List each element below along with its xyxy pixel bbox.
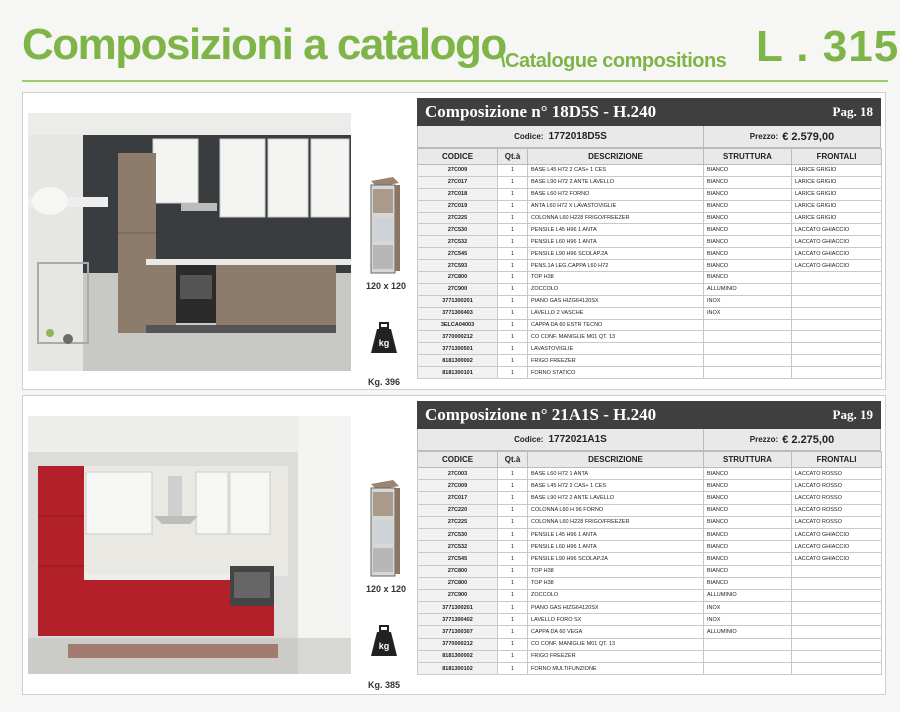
cell-code: 3771300307: [418, 626, 498, 638]
cell-desc: CO CONF. MANIGLIE M01 QT. 13: [528, 638, 704, 650]
cell-code: 27C018: [418, 188, 498, 200]
cell-qty: 1: [498, 614, 528, 626]
composition-side-info: [357, 396, 415, 694]
cell-desc: FORNO STATICO: [528, 367, 704, 379]
cell-front: LARICE GRIGIO: [792, 200, 882, 212]
cell-struct: BIANCO: [704, 165, 792, 177]
cell-code: 3ELCA04003: [418, 319, 498, 331]
kitchen-photo-18D5S: [28, 113, 351, 371]
cell-desc: PENS.1A LEG.CAPPA L60 H72: [528, 260, 704, 272]
cell-desc: TOP H38: [528, 577, 704, 589]
cell-struct: BIANCO: [704, 212, 792, 224]
cell-code: 27C017: [418, 176, 498, 188]
cell-code: 27C545: [418, 248, 498, 260]
prezzo-label: Prezzo:: [749, 132, 779, 141]
cell-code: 27C900: [418, 283, 498, 295]
cell-code: 3771300402: [418, 614, 498, 626]
cell-code: 3771300201: [418, 295, 498, 307]
cell-desc: PIANO GAS HIZG64120SX: [528, 602, 704, 614]
table-row: [418, 650, 882, 662]
cell-desc: TOP H38: [528, 565, 704, 577]
cell-code: 27C225: [418, 516, 498, 528]
table-row: [418, 589, 882, 601]
composition-page-ref: Pag. 19: [832, 407, 873, 422]
codice-label: Codice:: [514, 132, 544, 141]
composition-panel-21A1S: [22, 395, 886, 695]
cell-qty: 1: [498, 343, 528, 355]
cell-desc: ZOCCOLO: [528, 589, 704, 601]
cell-code: 27C220: [418, 504, 498, 516]
cell-qty: 1: [498, 565, 528, 577]
composition-price: [704, 429, 880, 450]
cell-desc: FORNO MULTIFUNZIONE: [528, 663, 704, 675]
composition-name: Composizione n° 21A1S - H.240: [425, 405, 657, 424]
cell-front: LARICE GRIGIO: [792, 188, 882, 200]
composition-price: [704, 126, 880, 147]
cell-front: LACCATO ROSSO: [792, 516, 882, 528]
cell-front: LARICE GRIGIO: [792, 165, 882, 177]
cell-qty: 1: [498, 200, 528, 212]
composition-title-bar: [417, 98, 881, 126]
table-row: [418, 626, 882, 638]
cell-qty: 1: [498, 516, 528, 528]
cell-code: 8181300101: [418, 367, 498, 379]
table-row: [418, 602, 882, 614]
cell-qty: 1: [498, 355, 528, 367]
cell-code: 3771300403: [418, 307, 498, 319]
cell-qty: 1: [498, 553, 528, 565]
cell-front: LACCATO GHIACCIO: [792, 528, 882, 540]
cell-qty: 1: [498, 626, 528, 638]
cell-qty: 1: [498, 602, 528, 614]
cell-struct: BIANCO: [704, 553, 792, 565]
col-header-code: CODICE: [418, 452, 498, 468]
cell-struct: BIANCO: [704, 200, 792, 212]
cell-struct: BIANCO: [704, 236, 792, 248]
codice-value: 1772021A1S: [548, 434, 607, 445]
table-row: [418, 541, 882, 553]
col-header-desc: DESCRIZIONE: [528, 149, 704, 165]
cell-front: LARICE GRIGIO: [792, 212, 882, 224]
cell-desc: CO CONF. MANIGLIE M01 QT. 13: [528, 331, 704, 343]
weight-kg-icon-text: kg: [378, 641, 390, 651]
cell-desc: COLONNA L60 H228 FRIGO/FREEZER: [528, 212, 704, 224]
cell-desc: LAVASTOVIGLIE: [528, 343, 704, 355]
cell-struct: BIANCO: [704, 516, 792, 528]
cell-qty: 1: [498, 272, 528, 284]
cell-desc: LAVELLO 2 VASCHE: [528, 307, 704, 319]
table-row: [418, 200, 882, 212]
cell-code: 27C003: [418, 468, 498, 480]
table-row: [418, 260, 882, 272]
table-row: [418, 283, 882, 295]
table-header-row: [418, 149, 882, 165]
weight-kg-icon-text: kg: [378, 338, 390, 348]
cell-struct: INOX: [704, 614, 792, 626]
table-row: [418, 236, 882, 248]
cell-desc: ZOCCOLO: [528, 283, 704, 295]
cell-struct: BIANCO: [704, 260, 792, 272]
cell-qty: 1: [498, 541, 528, 553]
table-header-row: [418, 452, 882, 468]
cell-desc: TOP H38: [528, 272, 704, 284]
cell-front: LACCATO GHIACCIO: [792, 236, 882, 248]
table-row: [418, 367, 882, 379]
cell-front: LACCATO GHIACCIO: [792, 248, 882, 260]
cell-qty: 1: [498, 236, 528, 248]
cell-code: 3771300501: [418, 343, 498, 355]
table-row: [418, 528, 882, 540]
cell-qty: 1: [498, 504, 528, 516]
table-row: [418, 307, 882, 319]
cell-desc: COLONNA L60 H 96 FORNO: [528, 504, 704, 516]
cell-front: LACCATO GHIACCIO: [792, 553, 882, 565]
cell-front: [792, 638, 882, 650]
cell-struct: BIANCO: [704, 541, 792, 553]
cell-qty: 1: [498, 480, 528, 492]
cell-code: 27C225: [418, 212, 498, 224]
cell-code: 27C009: [418, 165, 498, 177]
cell-code: 8181300102: [418, 663, 498, 675]
cell-code: 27C530: [418, 224, 498, 236]
cell-desc: BASE L60 H72 FORNO: [528, 188, 704, 200]
cell-qty: 1: [498, 224, 528, 236]
cell-code: 27C545: [418, 553, 498, 565]
cell-code: 27C800: [418, 577, 498, 589]
cell-struct: [704, 343, 792, 355]
prezzo-label: Prezzo:: [749, 435, 779, 444]
cell-qty: 1: [498, 577, 528, 589]
table-row: [418, 614, 882, 626]
cell-struct: INOX: [704, 307, 792, 319]
table-row: [418, 355, 882, 367]
cell-qty: 1: [498, 188, 528, 200]
cell-qty: 1: [498, 295, 528, 307]
cell-struct: BIANCO: [704, 188, 792, 200]
composition-name: Composizione n° 18D5S - H.240: [425, 102, 657, 121]
table-row: [418, 295, 882, 307]
table-row: [418, 343, 882, 355]
cell-struct: INOX: [704, 295, 792, 307]
cell-desc: PENSILE L90 H96 SCOLAP.2A: [528, 248, 704, 260]
table-row: [418, 577, 882, 589]
cell-qty: 1: [498, 528, 528, 540]
cell-code: 27C800: [418, 272, 498, 284]
cell-struct: BIANCO: [704, 224, 792, 236]
component-table: [417, 451, 882, 675]
cell-struct: ALLUMINIO: [704, 589, 792, 601]
cell-front: [792, 272, 882, 284]
cell-qty: 1: [498, 492, 528, 504]
cell-desc: PENSILE L60 H96 1 ANTA: [528, 236, 704, 248]
table-row: [418, 224, 882, 236]
cell-front: [792, 565, 882, 577]
cell-struct: BIANCO: [704, 272, 792, 284]
cell-desc: PENSILE L45 H96 1 ANTA: [528, 528, 704, 540]
cell-struct: [704, 367, 792, 379]
cell-struct: ALLUMINIO: [704, 626, 792, 638]
composition-page-ref: Pag. 18: [832, 104, 873, 119]
header-divider: [22, 80, 888, 82]
cell-desc: PIANO GAS HIZG64120SX: [528, 295, 704, 307]
cell-qty: 1: [498, 650, 528, 662]
cell-desc: BASE L45 H72 2 CAS+ 1 CES: [528, 165, 704, 177]
codice-value: 1772018D5S: [548, 131, 607, 142]
table-row: [418, 516, 882, 528]
cell-desc: BASE L60 H72 1 ANTA: [528, 468, 704, 480]
composition-code: [418, 429, 704, 450]
weight-kg-icon: [370, 321, 398, 355]
table-row: [418, 272, 882, 284]
cell-struct: BIANCO: [704, 480, 792, 492]
cell-desc: FRIGO FREEZER: [528, 650, 704, 662]
col-header-qty: Qt.à: [498, 149, 528, 165]
cell-struct: BIANCO: [704, 248, 792, 260]
page-header: [0, 0, 900, 86]
dimension-label: 120 x 120: [365, 281, 407, 291]
composition-side-info: [357, 93, 415, 389]
cell-code: 27C900: [418, 589, 498, 601]
table-row: [418, 468, 882, 480]
page-title: Composizioni a catalogo: [22, 20, 506, 69]
cell-code: 8181300002: [418, 355, 498, 367]
page-code: L . 315: [756, 22, 900, 71]
col-header-front: FRONTALI: [792, 452, 882, 468]
cell-code: 27C593: [418, 260, 498, 272]
cell-qty: 1: [498, 283, 528, 295]
weight-label: Kg. 396: [367, 377, 400, 387]
cabinet-dimension-icon: [367, 175, 403, 275]
cell-struct: BIANCO: [704, 176, 792, 188]
cell-front: [792, 367, 882, 379]
cell-code: 27C530: [418, 528, 498, 540]
cell-qty: 1: [498, 248, 528, 260]
table-row: [418, 331, 882, 343]
cell-desc: FRIGO FREEZER: [528, 355, 704, 367]
table-row: [418, 176, 882, 188]
cell-front: [792, 589, 882, 601]
cell-struct: [704, 638, 792, 650]
cell-desc: CAPPA DA 60 ESTR TECNO: [528, 319, 704, 331]
prezzo-value: € 2.579,00: [782, 130, 835, 143]
cell-qty: 1: [498, 367, 528, 379]
cell-front: [792, 331, 882, 343]
cell-front: [792, 343, 882, 355]
cell-front: LACCATO GHIACCIO: [792, 260, 882, 272]
cell-front: [792, 650, 882, 662]
dimension-label: 120 x 120: [365, 584, 407, 594]
cell-code: 3771300201: [418, 602, 498, 614]
cell-struct: BIANCO: [704, 528, 792, 540]
kitchen-photo-21A1S: [28, 416, 351, 674]
cell-code: 27C019: [418, 200, 498, 212]
table-row: [418, 565, 882, 577]
cell-struct: BIANCO: [704, 577, 792, 589]
cell-front: LACCATO ROSSO: [792, 504, 882, 516]
cell-desc: BASE L45 H72 2 CAS+ 1 CES: [528, 480, 704, 492]
cell-front: LACCATO ROSSO: [792, 468, 882, 480]
cell-code: 27C017: [418, 492, 498, 504]
cell-qty: 1: [498, 260, 528, 272]
cell-qty: 1: [498, 663, 528, 675]
cell-qty: 1: [498, 307, 528, 319]
composition-spec: [417, 98, 881, 379]
cell-struct: BIANCO: [704, 565, 792, 577]
table-row: [418, 480, 882, 492]
codice-label: Codice:: [514, 435, 544, 444]
table-row: [418, 319, 882, 331]
cell-qty: 1: [498, 165, 528, 177]
cell-front: [792, 307, 882, 319]
cell-front: LACCATO GHIACCIO: [792, 541, 882, 553]
cell-front: LACCATO GHIACCIO: [792, 224, 882, 236]
cell-desc: CAPPA DA 60 VEGA: [528, 626, 704, 638]
cell-desc: PENSILE L60 H96 1 ANTA: [528, 541, 704, 553]
cell-front: [792, 626, 882, 638]
cell-struct: BIANCO: [704, 468, 792, 480]
page-subtitle: \Catalogue compositions: [500, 50, 727, 72]
table-row: [418, 248, 882, 260]
cell-struct: BIANCO: [704, 504, 792, 516]
cell-front: [792, 602, 882, 614]
cell-struct: [704, 331, 792, 343]
cell-qty: 1: [498, 212, 528, 224]
cell-struct: [704, 650, 792, 662]
cell-qty: 1: [498, 468, 528, 480]
composition-panel-18D5S: [22, 92, 886, 390]
cell-struct: INOX: [704, 602, 792, 614]
cell-code: 27C532: [418, 236, 498, 248]
weight-kg-icon: [370, 624, 398, 658]
cell-desc: BASE L90 H72 2 ANTE LAVELLO: [528, 176, 704, 188]
cell-code: 27C532: [418, 541, 498, 553]
cell-front: [792, 283, 882, 295]
code-price-row: [417, 126, 881, 148]
table-row: [418, 165, 882, 177]
cell-qty: 1: [498, 319, 528, 331]
cell-struct: [704, 663, 792, 675]
cell-qty: 1: [498, 176, 528, 188]
cell-qty: 1: [498, 589, 528, 601]
cell-struct: [704, 355, 792, 367]
col-header-front: FRONTALI: [792, 149, 882, 165]
cell-code: 27C009: [418, 480, 498, 492]
cell-desc: PENSILE L45 H96 1 ANTA: [528, 224, 704, 236]
cell-front: [792, 663, 882, 675]
table-row: [418, 504, 882, 516]
table-row: [418, 492, 882, 504]
cell-front: [792, 577, 882, 589]
cell-struct: [704, 319, 792, 331]
cell-front: LARICE GRIGIO: [792, 176, 882, 188]
table-row: [418, 188, 882, 200]
cell-desc: ANTA L60 H72 X LAVASTOVIGLIE: [528, 200, 704, 212]
cell-desc: BASE L90 H72 2 ANTE LAVELLO: [528, 492, 704, 504]
table-row: [418, 553, 882, 565]
cell-desc: COLONNA L60 H228 FRIGO/FREEZER: [528, 516, 704, 528]
composition-spec: [417, 401, 881, 675]
composition-code: [418, 126, 704, 147]
cabinet-dimension-icon: [367, 478, 403, 578]
col-header-code: CODICE: [418, 149, 498, 165]
cell-qty: 1: [498, 638, 528, 650]
cell-code: 8181300002: [418, 650, 498, 662]
cell-code: 27C800: [418, 565, 498, 577]
cell-code: 3770000212: [418, 638, 498, 650]
code-price-row: [417, 429, 881, 451]
composition-title-bar: [417, 401, 881, 429]
col-header-struct: STRUTTURA: [704, 452, 792, 468]
cell-front: [792, 319, 882, 331]
component-table: [417, 148, 882, 379]
table-row: [418, 638, 882, 650]
col-header-qty: Qt.à: [498, 452, 528, 468]
table-row: [418, 212, 882, 224]
col-header-desc: DESCRIZIONE: [528, 452, 704, 468]
cell-desc: LAVELLO FORO SX: [528, 614, 704, 626]
col-header-struct: STRUTTURA: [704, 149, 792, 165]
cell-front: LACCATO ROSSO: [792, 480, 882, 492]
prezzo-value: € 2.275,00: [782, 433, 835, 446]
cell-code: 3770000212: [418, 331, 498, 343]
cell-front: LACCATO ROSSO: [792, 492, 882, 504]
cell-front: [792, 295, 882, 307]
cell-struct: ALLUMINIO: [704, 283, 792, 295]
weight-label: Kg. 385: [367, 680, 400, 690]
cell-desc: PENSILE L90 H96 SCOLAP.2A: [528, 553, 704, 565]
cell-qty: 1: [498, 331, 528, 343]
cell-front: [792, 614, 882, 626]
cell-struct: BIANCO: [704, 492, 792, 504]
table-row: [418, 663, 882, 675]
cell-front: [792, 355, 882, 367]
